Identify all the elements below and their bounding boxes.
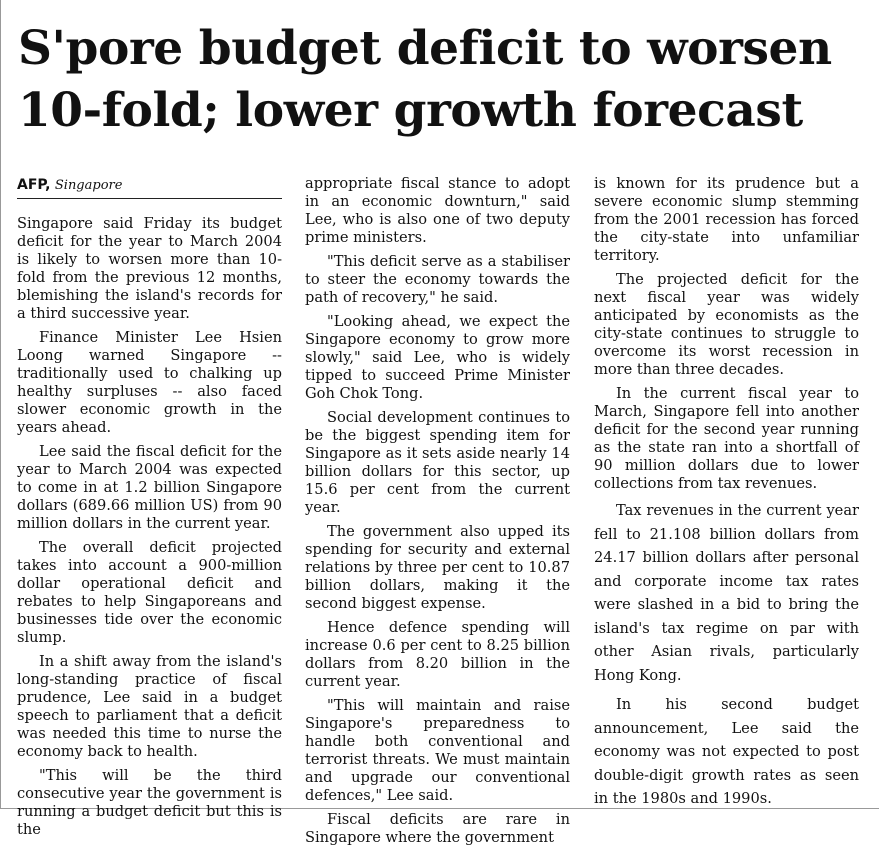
paragraph: Finance Minister Lee Hsien Loong warned Singapore -- traditionally used to chalking up healthy surpluses -- also faced slower economic growth in the years ahead. bbox=[17, 329, 282, 436]
paragraph: is known for its prudence but a severe economic slump stemming from the 2001 recession has forced the city-state into unfamiliar territory. bbox=[594, 175, 859, 264]
paragraph: In a shift away from the island's long-standing practice of fiscal prudence, Lee said in a budget speech to parliament that a deficit was needed this time to nurse the economy back to health. bbox=[17, 653, 282, 760]
paragraph: Social development continues to be the biggest spending item for Singapore as it sets aside nearly 14 billion dollars for this sector, up 15.6 per cent from the current year. bbox=[305, 409, 570, 516]
article-column-2 bbox=[305, 175, 570, 846]
article-column-3 bbox=[594, 175, 859, 805]
paragraph: "This will be the third consecutive year the government is running a budget deficit but this is the bbox=[17, 767, 282, 838]
byline-location: Singapore bbox=[54, 178, 123, 193]
paragraph: In his second budget announcement, Lee said the economy was not expected to post double-digit growth rates as seen in the 1980s and 1990s. bbox=[594, 696, 859, 807]
headline: S'pore budget deficit to worsen 10-fold; lower growth forecast bbox=[18, 21, 832, 138]
left-border bbox=[0, 0, 1, 809]
byline-gap bbox=[17, 205, 282, 215]
paragraph: Fiscal deficits are rare in Singapore where the government bbox=[305, 811, 570, 846]
paragraph: "Looking ahead, we expect the Singapore economy to grow more slowly," said Lee, who is widely tipped to succeed Prime Minister Goh Chok Tong. bbox=[305, 313, 570, 402]
article-column-1 bbox=[17, 175, 282, 838]
paragraph: Tax revenues in the current year fell to 21.108 billion dollars from 24.17 billion dollars after personal and corporate income tax rates were slashed in a bid to bring the island's tax regime on par with other Asian rivals, particularly Hong Kong. bbox=[594, 502, 859, 684]
paragraph: The projected deficit for the next fiscal year was widely anticipated by economists as the city-state continues to struggle to overcome its worst recession in more than three decades. bbox=[594, 271, 859, 378]
paragraph: In the current fiscal year to March, Singapore fell into another deficit for the second year running as the state ran into a shortfall of 90 million dollars due to lower collections from tax revenues. bbox=[594, 385, 859, 492]
paragraph: appropriate fiscal stance to adopt in an economic downturn," said Lee, who is also one of two deputy prime ministers. bbox=[305, 175, 570, 246]
paragraph: The overall deficit projected takes into account a 900-million dollar operational deficit and rebates to help Singaporeans and businesses tide over the economic slump. bbox=[17, 539, 282, 646]
byline-source: AFP, bbox=[17, 177, 51, 193]
paragraph: "This deficit serve as a stabiliser to steer the economy towards the path of recovery," he said. bbox=[305, 253, 570, 306]
paragraph: The government also upped its spending for security and external relations by three per cent to 10.87 billion dollars, making it the second biggest expense. bbox=[305, 523, 570, 612]
paragraph: Singapore said Friday its budget deficit for the year to March 2004 is likely to worsen more than 10-fold from the previous 12 months, blemishing the island's records for a third successive year. bbox=[17, 215, 282, 322]
paragraph: Hence defence spending will increase 0.6 per cent to 8.25 billion dollars from 8.20 billion in the current year. bbox=[305, 619, 570, 690]
paragraph: Lee said the fiscal deficit for the year to March 2004 was expected to come in at 1.2 billion Singapore dollars (689.66 million US) from 90 million dollars in the current year. bbox=[17, 443, 282, 532]
byline bbox=[17, 175, 282, 199]
paragraph: "This will maintain and raise Singapore's preparedness to handle both conventional and terrorist threats. We must maintain and upgrade our conventional defences," Lee said. bbox=[305, 697, 570, 804]
